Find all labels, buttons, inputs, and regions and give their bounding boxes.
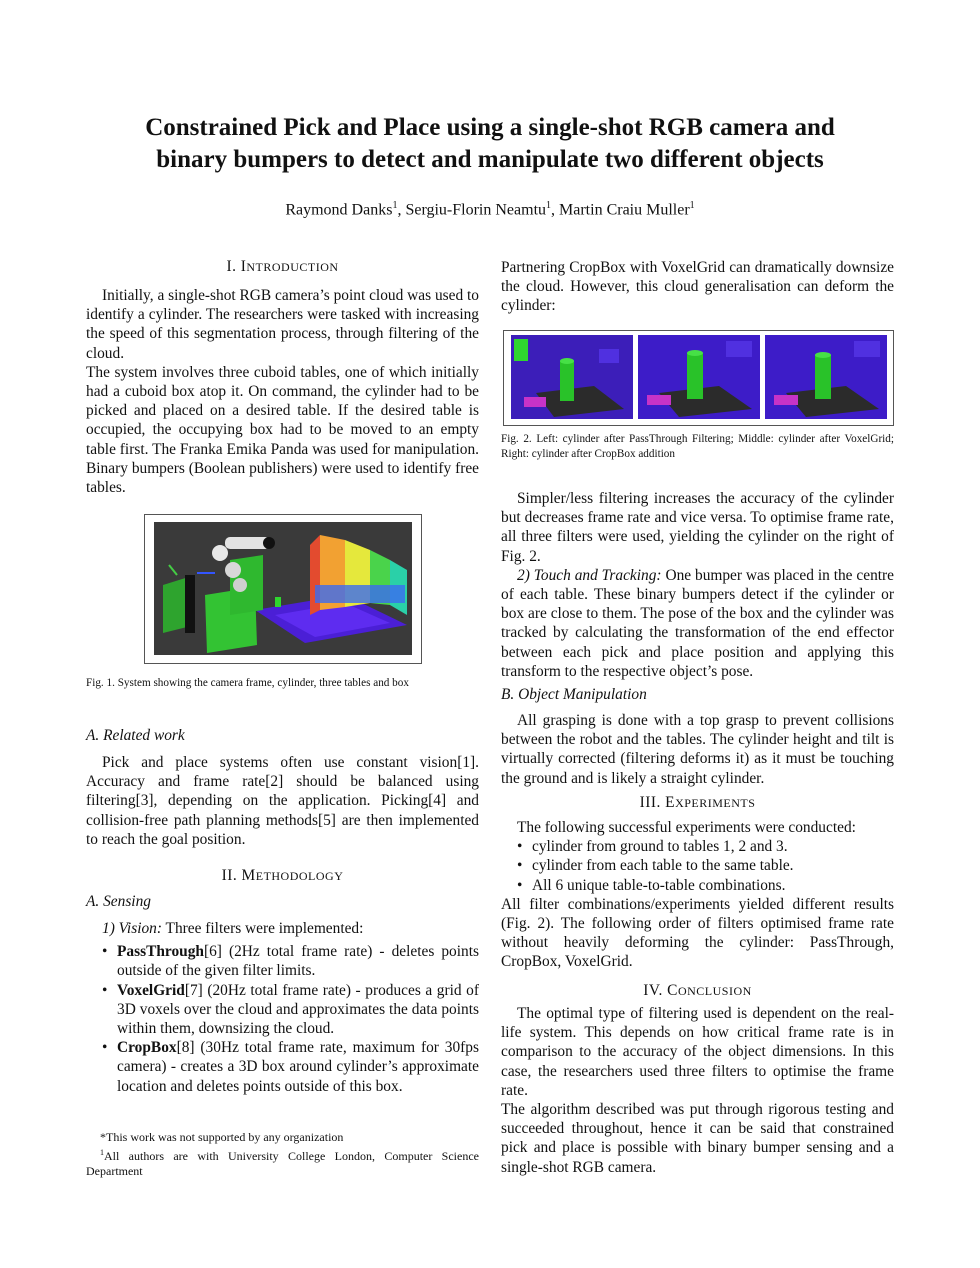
experiment-item: • cylinder from each table to the same table. [501, 856, 894, 875]
filter-item: • PassThrough[6] (2Hz total frame rate) - deletes points outside of the given filter limits. [86, 942, 479, 980]
sensing-heading: A. Sensing [86, 893, 151, 910]
filter-name: VoxelGrid [117, 981, 185, 999]
manipulation-heading: B. Object Manipulation [501, 686, 647, 703]
figure-2 [503, 330, 894, 426]
vision-paragraph [86, 919, 479, 938]
fig2-panel-voxelgrid [638, 335, 760, 419]
figure-2-caption: Fig. 2. Left: cylinder after PassThrough Filtering; Middle: cylinder after VoxelGrid; Right: cylinder after CropBox addition [501, 433, 894, 460]
intro-body [86, 286, 479, 497]
conclusion-body [501, 1004, 894, 1177]
title-line-2: binary bumpers to detect and manipulate two different objects [156, 146, 824, 173]
author-3: Martin Craiu Muller [559, 201, 690, 219]
figure-1-caption: Fig. 1. System showing the camera frame, cylinder, three tables and box [86, 677, 409, 689]
footnote-funding: *This work was not supported by any organization [100, 1130, 344, 1144]
related-work-body [86, 753, 479, 849]
experiments-body [501, 818, 894, 972]
experiment-item: • All 6 unique table-to-table combinations. [501, 876, 894, 895]
experiments-intro: The following successful experiments were conducted: [517, 819, 856, 836]
filter-item: • VoxelGrid[7] (20Hz total frame rate) - produces a grid of 3D voxels over the cloud and approximates the data points within them, downsizing the cloud. [86, 981, 479, 1039]
vision-text: Three filters were implemented: [161, 920, 364, 937]
conclusion-heading: IV. CONCLUSION [643, 982, 752, 999]
filter-item: • CropBox[8] (30Hz total frame rate, maximum for 30fps camera) - creates a 3D box around cylinder’s approximate location and deletes points outside of this box. [86, 1038, 479, 1096]
touch-paragraph: 2) Touch and Tracking: One bumper was placed in the centre of each table. These binary bumpers detect if the cylinder or box are close to them. The pose of the box and the cylinder was tracked by calculating the transformation of the end effector between each pick and place position and applying this transform to the respective object’s pose. [501, 566, 894, 680]
touch-label: 2) Touch and Tracking: [517, 566, 662, 584]
filter-name: PassThrough [117, 943, 204, 961]
author-2: Sergiu-Florin Neamtu [405, 201, 547, 219]
fig2-panel-passthrough [511, 335, 633, 419]
figure-2-filter-comparison [504, 331, 893, 425]
author-list: Raymond Danks$^1$, Sergiu-Florin Neamtu$^1$, Martin Craiu Muller$^1$ [285, 200, 695, 219]
figure-1 [144, 514, 422, 664]
intro-paragraph-1: Initially, a single-shot RGB camera’s point cloud was used to identify a cylinder. The researchers were tasked with increasing the speed of this segmentation process, through filtering of the cloud. [86, 287, 479, 362]
manipulation-body [501, 711, 894, 788]
experiment-list [501, 837, 894, 895]
title-line-1: Constrained Pick and Place using a single-shot RGB camera and [145, 114, 835, 141]
methodology-heading: II. METHODOLOGY [221, 867, 344, 884]
vision-section [86, 919, 479, 1096]
footnote-affiliation: $^1$All authors are with University College London, Computer Science Department [86, 1148, 479, 1178]
tradeoff-paragraph: Simpler/less filtering increases the accuracy of the cylinder but decreases frame rate and vice versa. To optimise frame rate, all three filters were used, yielding the cylinder on the right of Fig. 2. [501, 490, 894, 565]
filtering-tradeoff [501, 489, 894, 681]
conclusion-paragraph-2: The algorithm described was put through rigorous testing and succeeded throughout, hence it can be said that constrained pick and place is possible with binary bumper sensing and a single-shot RGB camera. [501, 1101, 894, 1176]
footnotes [86, 1130, 479, 1179]
figure-1-rviz-render [145, 515, 421, 663]
vision-label: 1) Vision: [102, 920, 162, 937]
experiments-heading: III. EXPERIMENTS [639, 794, 756, 811]
filter-list [86, 942, 479, 1096]
filter-name: CropBox [117, 1039, 177, 1057]
paper-title [0, 112, 980, 176]
author-1: Raymond Danks [285, 201, 393, 219]
intro-paragraph-2: The system involves three cuboid tables, one of which initially had a cuboid box atop it. On command, the cylinder had to be picked and placed on a desired table. If the desired table is occupied, the occupying box had to be moved to an empty table first. The Franka Emika Panda was used for manipulation. Binary bumpers (Boolean publishers) were used to identify free tables. [86, 363, 479, 497]
manipulation-paragraph: All grasping is done with a top grasp to prevent collisions between the robot and the tables. The cylinder height and tilt is virtually corrected (filtering deforms it) as it must be touching the ground and is likely a straight cylinder. [501, 712, 894, 787]
conclusion-paragraph-1: The optimal type of filtering used is dependent on the real-life system. This depends on how critical frame rate is in comparison to the accuracy of the object dimensions. In this case, the researchers used three filters to optimise the frame rate. [501, 1005, 894, 1099]
intro-heading: I. INTRODUCTION [226, 258, 339, 275]
experiments-results: All filter combinations/experiments yielded different results (Fig. 2). The following order of filters optimised frame rate without heavily deforming the cylinder: PassThrough, CropBox, VoxelGrid. [501, 895, 894, 971]
related-work-paragraph: Pick and place systems often use constant vision[1]. Accuracy and frame rate[2] should be balanced using filtering[3], depending on the application. Picking[4] and collision-free path planning methods[5] are then implemented to reach the goal position. [86, 754, 479, 848]
related-work-heading: A. Related work [86, 727, 185, 744]
cropbox-paragraph: Partnering CropBox with VoxelGrid can dramatically downsize the cloud. However, this cloud generalisation can deform the cylinder: [501, 259, 894, 315]
fig2-panel-cropbox [765, 335, 887, 419]
right-col-intro [501, 258, 894, 316]
experiment-item: • cylinder from ground to tables 1, 2 and 3. [501, 837, 894, 856]
